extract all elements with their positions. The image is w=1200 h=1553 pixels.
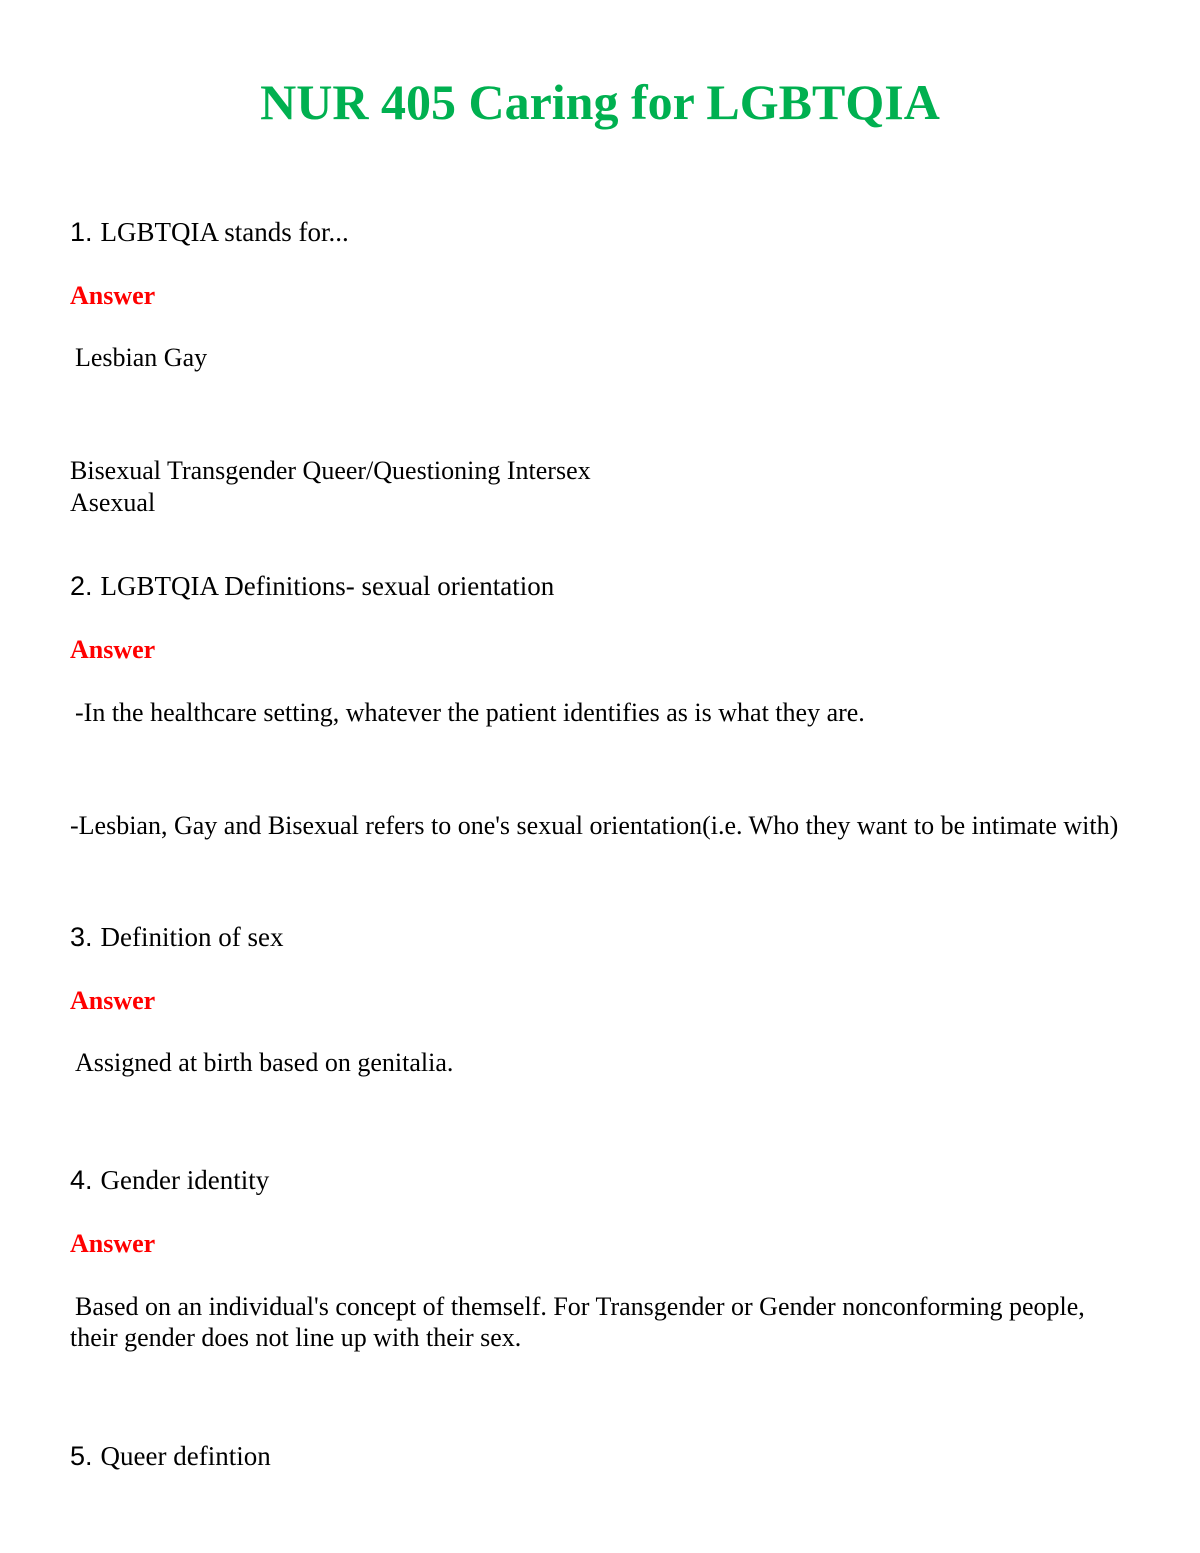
document-title: NUR 405 Caring for LGBTQIA <box>260 74 940 130</box>
question-5 <box>70 1440 271 1472</box>
answer-text: Asexual <box>70 488 156 517</box>
question-text: LGBTQIA Definitions- sexual orientation <box>100 571 555 601</box>
question-text: Gender identity <box>100 1165 270 1195</box>
question-1 <box>70 216 349 248</box>
question-4 <box>70 1164 269 1196</box>
question-number: 4. <box>70 1165 93 1195</box>
answer-text: -Lesbian, Gay and Bisexual refers to one's sexual orientation(i.e. Who they want to be intimate with) <box>70 811 1119 840</box>
question-number: 1. <box>70 217 93 247</box>
question-3 <box>70 921 284 953</box>
answer-text: Bisexual Transgender Queer/Questioning Intersex <box>70 456 591 485</box>
answer-text: Based on an individual's concept of themself. For Transgender or Gender nonconforming people, their gender does not line up with their sex. <box>70 1292 1085 1352</box>
question-2 <box>70 570 554 602</box>
answer-text: -In the healthcare setting, whatever the patient identifies as is what they are. <box>75 698 865 727</box>
question-text: Queer defintion <box>100 1441 271 1471</box>
answer-label: Answer <box>70 281 156 310</box>
question-number: 2. <box>70 571 93 601</box>
answer-text: Assigned at birth based on genitalia. <box>75 1048 454 1077</box>
answer-label: Answer <box>70 635 156 664</box>
answer-text: Lesbian Gay <box>75 343 208 372</box>
answer-label: Answer <box>70 1229 156 1258</box>
answer-label: Answer <box>70 986 156 1015</box>
question-number: 5. <box>70 1441 93 1471</box>
question-text: Definition of sex <box>100 922 284 952</box>
question-number: 3. <box>70 922 93 952</box>
question-text: LGBTQIA stands for... <box>100 217 349 247</box>
